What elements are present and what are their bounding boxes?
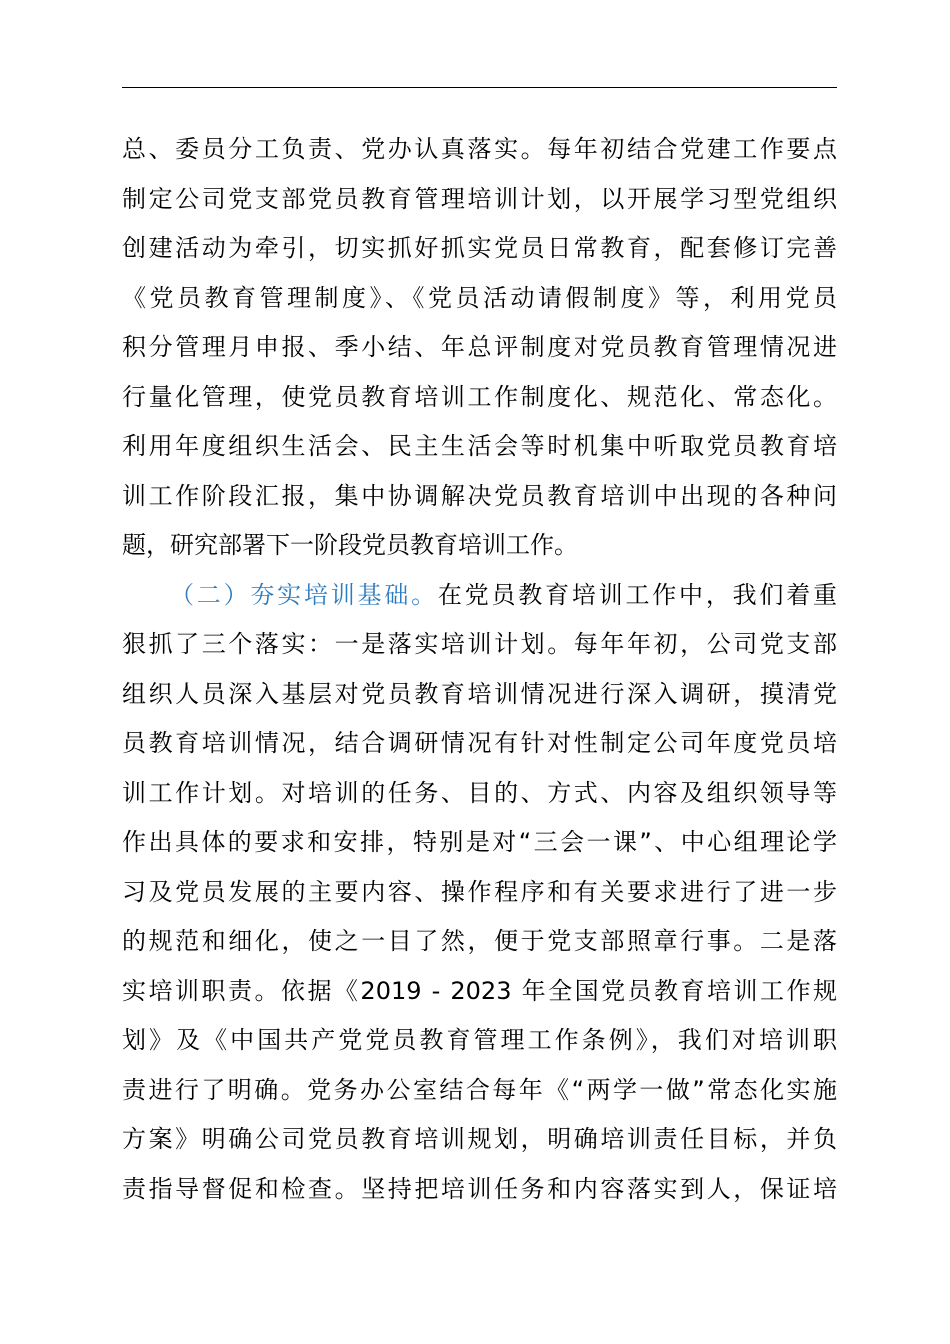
text-line: 利用年度组织生活会、民主生活会等时机集中听取党员教育培 [122, 432, 837, 460]
text-line: 方案》明确公司党员教育培训规划，明确培训责任目标，并负 [122, 1125, 837, 1153]
paragraph-2-first-line [122, 575, 837, 625]
text-line: 作出具体的要求和安排，特别是对“三会一课”、中心组理论学 [122, 828, 837, 856]
text-line: 责进行了明确。党务办公室结合每年《“两学一做”常态化实施 [122, 1075, 837, 1104]
document-body [122, 129, 837, 1218]
text-line: 创建活动为牵引，切实抓好抓实党员日常教育，配套修订完善 [122, 234, 837, 262]
text-line: 狠抓了三个落实：一是落实培训计划。每年年初，公司党支部 [122, 630, 837, 658]
text-line: 员教育培训情况，结合调研情况有针对性制定公司年度党员培 [122, 729, 837, 757]
paragraph-1 [122, 129, 837, 575]
text-line: 制定公司党支部党员教育管理培训计划，以开展学习型党组织 [122, 184, 837, 213]
text-line: 的规范和细化，使之一目了然，便于党支部照章行事。二是落 [122, 927, 837, 955]
text-line: 题，研究部署下一阶段党员教育培训工作。 [122, 531, 578, 559]
text-line: 《党员教育管理制度》、《党员活动请假制度》等，利用党员 [122, 283, 837, 312]
text-line: 总、委员分工负责、党办认真落实。每年初结合党建工作要点 [122, 135, 837, 163]
text-line: 积分管理月申报、季小结、年总评制度对党员教育管理情况进 [122, 333, 837, 361]
text-line: 行量化管理，使党员教育培训工作制度化、规范化、常态化。 [122, 382, 837, 411]
text-line: 习及党员发展的主要内容、操作程序和有关要求进行了进一步 [122, 877, 837, 906]
text-line: 组织人员深入基层对党员教育培训情况进行深入调研，摸清党 [122, 679, 837, 708]
first-line-text: 在党员教育培训工作中，我们着重 [437, 580, 838, 609]
text-line: 实培训职责。依据《2019 - 2023 年全国党员教育培训工作规 [122, 976, 837, 1005]
header-rule [122, 87, 837, 88]
text-line: 训工作计划。对培训的任务、目的、方式、内容及组织领导等 [122, 778, 837, 807]
text-line: 训工作阶段汇报，集中协调解决党员教育培训中出现的各种问 [122, 481, 837, 510]
paragraph-2 [122, 575, 837, 1219]
text-line: 责指导督促和检查。坚持把培训任务和内容落实到人，保证培 [122, 1174, 837, 1203]
section-heading: （二）夯实培训基础。 [170, 580, 438, 609]
text-line: 划》及《中国共产党党员教育管理工作条例》，我们对培训职 [122, 1026, 837, 1054]
